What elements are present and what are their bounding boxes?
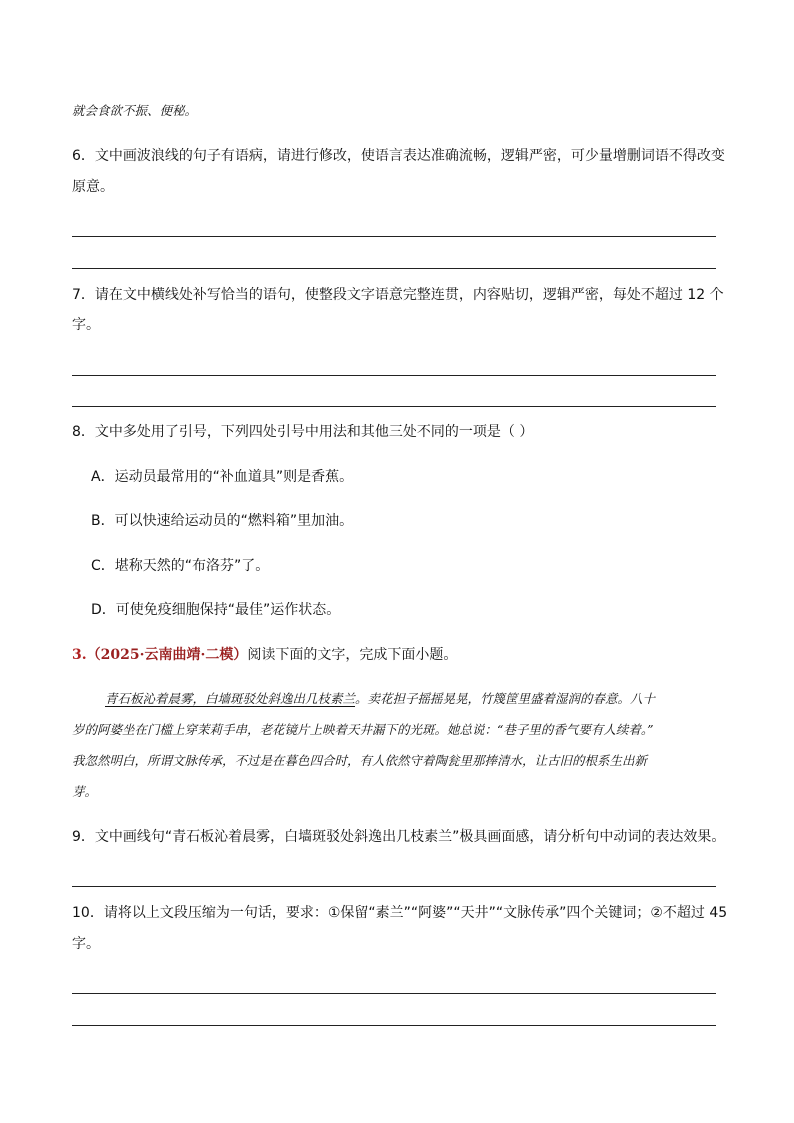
question-10-text-line1: 10．请将以上文段压缩为一句话，要求：①保留“素兰”“阿婆”“天井”“文脉传承”四个关键词；②不超过 45: [72, 905, 728, 921]
section-3-heading: [72, 645, 457, 665]
answer-line-10-1[interactable]: [72, 993, 716, 994]
answer-line-6-2[interactable]: [72, 268, 716, 269]
passage-line-4: 芽。: [72, 784, 98, 799]
answer-line-6-1[interactable]: [72, 236, 716, 237]
question-8-stem: 8．文中多处用了引号，下列四处引号中用法和其他三处不同的一项是（ ）: [72, 424, 534, 440]
answer-line-10-2[interactable]: [72, 1025, 716, 1026]
question-9-text: 9．文中画线句“青石板沁着晨雾，白墙斑驳处斜逸出几枝素兰”极具画面感，请分析句中动词的表达效果。: [72, 829, 726, 845]
answer-line-7-2[interactable]: [72, 406, 716, 407]
section-instruction: 阅读下面的文字，完成下面小题。: [247, 647, 458, 663]
question-8-option-a[interactable]: A．运动员最常用的“补血道具”则是香蕉。: [91, 469, 354, 485]
question-6-text-line2: 原意。: [72, 179, 114, 195]
passage-line-1-rest: 。卖花担子摇摇晃晃，竹篾筐里盛着湿润的春意。八十: [355, 691, 656, 706]
passage-line-1: [105, 689, 655, 709]
question-8-option-b[interactable]: B．可以快速给运动员的“燃料箱”里加油。: [91, 513, 354, 529]
question-7-text-line1: 7．请在文中横线处补写恰当的语句，使整段文字语意完整连贯，内容贴切，逻辑严密，每处不超过 12 个: [72, 287, 724, 303]
answer-line-7-1[interactable]: [72, 375, 716, 376]
question-6-text-line1: 6．文中画波浪线的句子有语病，请进行修改，使语言表达准确流畅，逻辑严密，可少量增删词语不得改变: [72, 148, 725, 164]
question-10-text-line2: 字。: [72, 936, 100, 952]
passage-line-3: 我忽然明白，所谓文脉传承，不过是在暮色四合时，有人依然守着陶瓮里那捧清水，让古旧的根系生出新: [72, 753, 648, 768]
passage-ending-fragment: 就会食欲不振、便秘。: [72, 103, 198, 118]
source-tag: （2025·云南曲靖·二模）: [86, 647, 248, 663]
passage-line-2: 岁的阿婆坐在门槛上穿茉莉手串，老花镜片上映着天井漏下的光斑。她总说：“巷子里的香气要有人续着。”: [72, 722, 654, 737]
underlined-sentence: 青石板沁着晨雾，白墙斑驳处斜逸出几枝素兰: [105, 691, 356, 706]
question-8-option-d[interactable]: D．可使免疫细胞保持“最佳”运作状态。: [91, 602, 341, 618]
section-number: 3.: [72, 647, 87, 663]
question-7-text-line2: 字。: [72, 317, 100, 333]
answer-line-9-1[interactable]: [72, 886, 716, 887]
question-8-option-c[interactable]: C．堪称天然的“布洛芬”了。: [91, 558, 270, 574]
